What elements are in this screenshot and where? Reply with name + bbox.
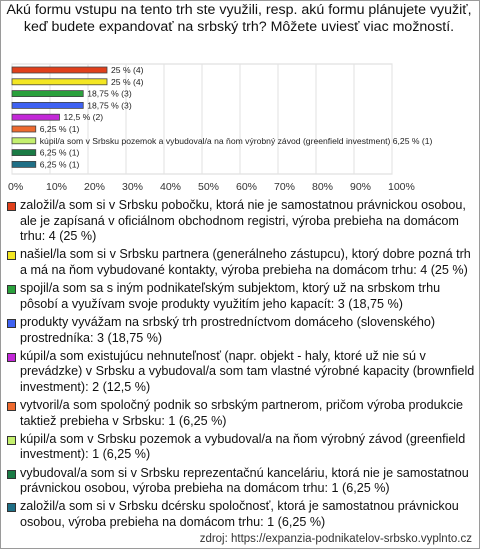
x-tick-label: 50%	[198, 181, 220, 193]
legend-item	[7, 315, 475, 346]
legend-item	[7, 281, 475, 312]
legend-label: produkty vyvážam na srbský trh prostredníctvom domáceho (slovenského) prostredníka: 3 (18,75 %)	[20, 314, 436, 345]
x-tick-label: 10%	[46, 181, 68, 193]
x-tick-label: 40%	[160, 181, 182, 193]
bar	[12, 126, 36, 132]
x-tick-label: 60%	[236, 181, 258, 193]
legend-item	[7, 466, 475, 497]
legend-swatch	[7, 353, 16, 362]
legend-label: založil/a som si v Srbsku pobočku, ktorá nie je samostatnou právnickou osobou, ale je zapísaná v oficiálnom obchodnom registri, výroba prebieha na domácom trhu: 4 (25 %)	[20, 198, 466, 244]
bar	[12, 161, 36, 167]
x-tick-label: 90%	[350, 181, 372, 193]
x-tick-label: 0%	[8, 181, 24, 193]
legend-swatch	[7, 402, 16, 411]
legend-swatch	[7, 503, 16, 512]
source-note: zdroj: https://expanzia-podnikatelov-srbsko.vyplnto.cz	[199, 533, 472, 545]
bar-value-label: 18,75 % (3)	[87, 88, 132, 99]
bar-chart-plot	[0, 0, 480, 200]
legend-label: vytvoril/a som spoločný podnik so srbským partnerom, pričom výroba produkcie taktiež prebieha v Srbsku: 1 (6,25 %)	[20, 398, 464, 428]
legend-item	[7, 432, 475, 463]
legend-item	[7, 349, 475, 396]
x-tick-label: 100%	[388, 181, 415, 193]
bar-value-label: 25 % (4)	[111, 76, 144, 87]
bar	[12, 150, 36, 156]
bar	[12, 79, 107, 85]
bar-value-label: kúpil/a som v Srbsku pozemok a vybudoval/a na ňom výrobný závod (greenfield investment) 6,25 % (1)	[39, 135, 433, 146]
chart-title: Akú formu vstupu na tento trh ste využili, resp. akú formu plánujete využiť, keď budete expandovať na srbský trh? Môžete uviesť viac možností.	[6, 2, 472, 35]
legend-item	[7, 499, 475, 530]
legend-label: spojil/a som sa s iným podnikateľským subjektom, ktorý už na srbskom trhu pôsobí a využívam svoje produkty využitím jeho kapacít: 3 (18,75 %)	[20, 281, 441, 311]
x-tick-label: 80%	[312, 181, 334, 193]
bar-value-label: 12,5 % (2)	[63, 112, 104, 123]
chart-legend	[7, 198, 475, 533]
legend-label: našiel/la som si v Srbsku partnera (generálneho zástupcu), ktorý dobre pozná trh a má na ňom vybudované kontakty, výroba prebieha na domácom trhu: 4 (25 %)	[20, 247, 471, 277]
legend-label: kúpil/a som v Srbsku pozemok a vybudoval/a na ňom výrobný závod (greenfield investment): 1 (6,25 %)	[20, 431, 466, 462]
bar-value-label: 6,25 % (1)	[39, 124, 80, 134]
bar-value-label: 6,25 % (1)	[39, 147, 80, 158]
legend-item	[7, 247, 475, 278]
bar	[12, 67, 107, 73]
bar	[12, 91, 83, 97]
bar	[12, 102, 83, 108]
x-tick-label: 70%	[274, 181, 296, 193]
x-tick-label: 30%	[122, 181, 144, 193]
legend-label: vybudoval/a som si v Srbsku reprezentačnú kanceláriu, ktorá nie je samostatnou právnickou osobou, výroba prebieha na domácom trhu: 1 (6,25 %)	[20, 465, 469, 496]
legend-swatch	[7, 470, 16, 479]
bar	[12, 114, 60, 120]
legend-swatch	[7, 436, 16, 445]
legend-swatch	[7, 251, 16, 260]
bar-value-label: 18,75 % (3)	[87, 100, 132, 111]
legend-item	[7, 198, 475, 245]
bar	[12, 138, 36, 144]
bar-value-label: 6,25 % (1)	[39, 159, 80, 170]
legend-label: kúpil/a som existujúcu nehnuteľnosť (napr. objekt - haly, ktoré už nie sú v prevádzke) v Srbsku a vybudoval/a som tam vlastné výrobné kapacity (brownfield investment): 2 (12,5 %)	[20, 348, 475, 394]
legend-label: založil/a som si v Srbsku dcérsku spoločnosť, ktorá je samostatnou právnickou osobou, výroba prebieha na domácom trhu: 1 (6,25 %)	[20, 499, 459, 530]
legend-swatch	[7, 319, 16, 328]
legend-item	[7, 398, 475, 429]
x-tick-label: 20%	[84, 181, 106, 193]
legend-swatch	[7, 202, 16, 211]
legend-swatch	[7, 285, 16, 294]
bar-value-label: 25 % (4)	[111, 65, 144, 75]
